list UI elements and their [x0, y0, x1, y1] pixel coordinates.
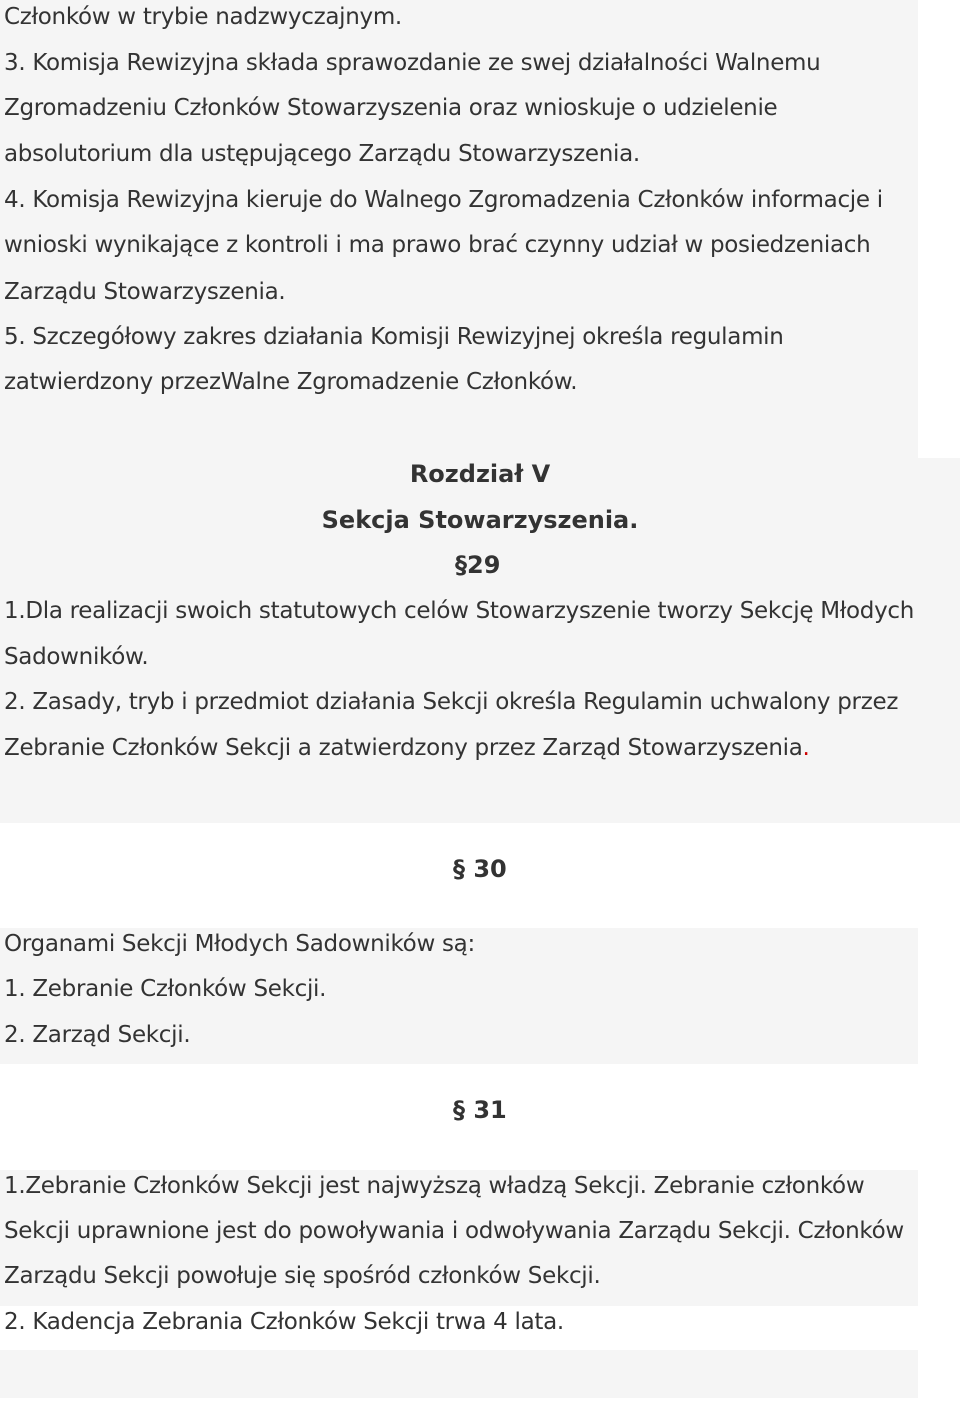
- paragraph-line: 2. Kadencja Zebrania Członków Sekcji trwa 4 lata.: [4, 1309, 564, 1335]
- paragraph-line: Członków w trybie nadzwyczajnym.: [4, 4, 402, 30]
- text-band-bottom: [0, 1350, 918, 1398]
- paragraph-line: absolutorium dla ustępującego Zarządu Stowarzyszenia.: [4, 141, 640, 167]
- paragraph-line: 1.Zebranie Członków Sekcji jest najwyższą władzą Sekcji. Zebranie członków: [4, 1173, 865, 1199]
- chapter-title: Sekcja Stowarzyszenia.: [321, 506, 639, 534]
- paragraph-29-heading: §29: [455, 551, 501, 579]
- paragraph-line: Organami Sekcji Młodych Sadowników są:: [4, 931, 475, 957]
- paragraph-line: Sadowników.: [4, 644, 149, 670]
- paragraph-line: 1. Zebranie Członków Sekcji.: [4, 976, 327, 1002]
- paragraph-line: 2. Zasady, tryb i przedmiot działania Sekcji określa Regulamin uchwalony przez: [4, 689, 899, 715]
- paragraph-line-text: Zebranie Członków Sekcji a zatwierdzony przez Zarząd Stowarzyszenia: [4, 735, 803, 761]
- paragraph-30-heading: § 30: [453, 855, 507, 883]
- paragraph-line: Zgromadzeniu Członków Stowarzyszenia oraz wnioskuje o udzielenie: [4, 95, 778, 121]
- paragraph-line: 3. Komisja Rewizyjna składa sprawozdanie ze swej działalności Walnemu: [4, 50, 821, 76]
- paragraph-31-heading: § 31: [453, 1096, 507, 1124]
- paragraph-line: [4, 733, 810, 763]
- paragraph-line: 4. Komisja Rewizyjna kieruje do Walnego Zgromadzenia Członków informacje i: [4, 187, 883, 213]
- paragraph-line: wnioski wynikające z kontroli i ma prawo brać czynny udział w posiedzeniach: [4, 232, 871, 258]
- paragraph-line: 5. Szczegółowy zakres działania Komisji Rewizyjnej określa regulamin: [4, 324, 784, 350]
- paragraph-line: zatwierdzony przezWalne Zgromadzenie Członków.: [4, 369, 578, 395]
- red-period: .: [802, 735, 810, 761]
- paragraph-line: Zarządu Stowarzyszenia.: [4, 279, 286, 305]
- paragraph-line: 1.Dla realizacji swoich statutowych celów Stowarzyszenie tworzy Sekcję Młodych: [4, 598, 915, 624]
- paragraph-line: 2. Zarząd Sekcji.: [4, 1022, 191, 1048]
- paragraph-line: Zarządu Sekcji powołuje się spośród członków Sekcji.: [4, 1263, 601, 1289]
- chapter-number: Rozdział V: [409, 460, 551, 488]
- paragraph-line: Sekcji uprawnione jest do powoływania i odwoływania Zarządu Sekcji. Członków: [4, 1218, 904, 1244]
